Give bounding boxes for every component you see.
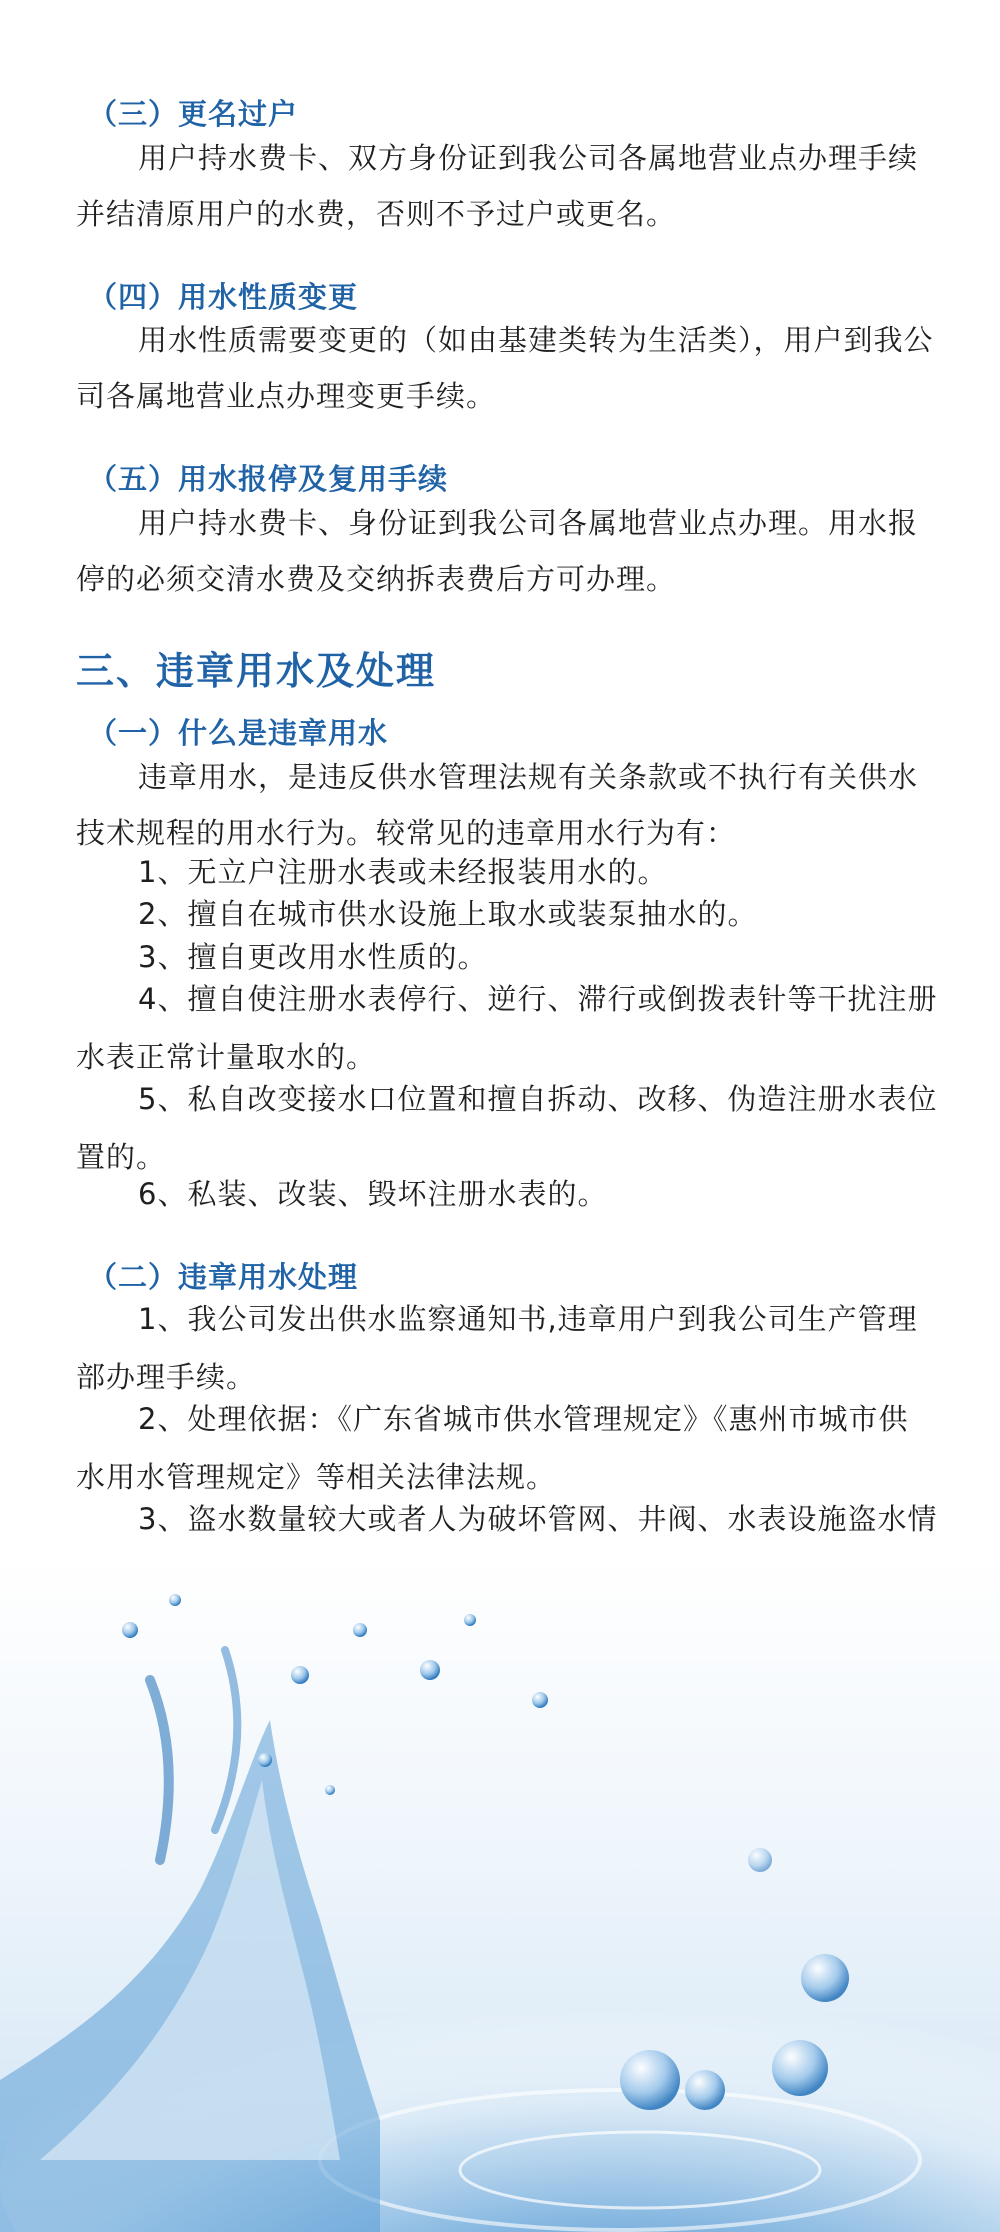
section-5-heading: （五）用水报停及复用手续 xyxy=(88,462,449,496)
water-splash-illustration xyxy=(0,1560,1000,2232)
list-item: 3、擅自更改用水性质的。 xyxy=(138,940,488,974)
chapter-3-sub1-heading: （一）什么是违章用水 xyxy=(88,716,389,750)
list-item: 4、擅自使注册水表停行、逆行、滞行或倒拨表针等干扰注册水表正常计量取水的。 xyxy=(76,982,938,1074)
list-item: 1、无立户注册水表或未经报装用水的。 xyxy=(138,855,668,889)
list-item: 3、盗水数量较大或者人为破坏管网、井阀、水表设施盗水情 xyxy=(138,1502,938,1536)
list-item: 1、我公司发出供水监察通知书,违章用户到我公司生产管理部办理手续。 xyxy=(76,1302,918,1394)
section-5-body: 用户持水费卡、身份证到我公司各属地营业点办理。用水报停的必须交清水费及交纳拆表费后方可办理。 xyxy=(76,506,919,596)
section-4-heading: （四）用水性质变更 xyxy=(88,280,359,314)
list-item: 2、处理依据：《广东省城市供水管理规定》《惠州市城市供水用水管理规定》等相关法律法规。 xyxy=(76,1402,909,1494)
chapter-3-sub2-heading: （二）违章用水处理 xyxy=(88,1260,359,1294)
list-item: 6、私装、改装、毁坏注册水表的。 xyxy=(138,1177,608,1211)
list-item: 5、私自改变接水口位置和擅自拆动、改移、伪造注册水表位置的。 xyxy=(76,1082,938,1174)
section-3-heading: （三）更名过户 xyxy=(88,97,299,131)
chapter-3-sub1-body: 违章用水，是违反供水管理法规有关条款或不执行有关供水技术规程的用水行为。较常见的违章用水行为有： xyxy=(76,760,919,850)
list-item: 2、擅自在城市供水设施上取水或装泵抽水的。 xyxy=(138,897,758,931)
section-4-body: 用水性质需要变更的（如由基建类转为生活类），用户到我公司各属地营业点办理变更手续。 xyxy=(76,323,934,413)
section-3-body: 用户持水费卡、双方身份证到我公司各属地营业点办理手续并结清原用户的水费，否则不予过户或更名。 xyxy=(76,141,919,231)
chapter-3-heading: 三、违章用水及处理 xyxy=(76,649,437,693)
